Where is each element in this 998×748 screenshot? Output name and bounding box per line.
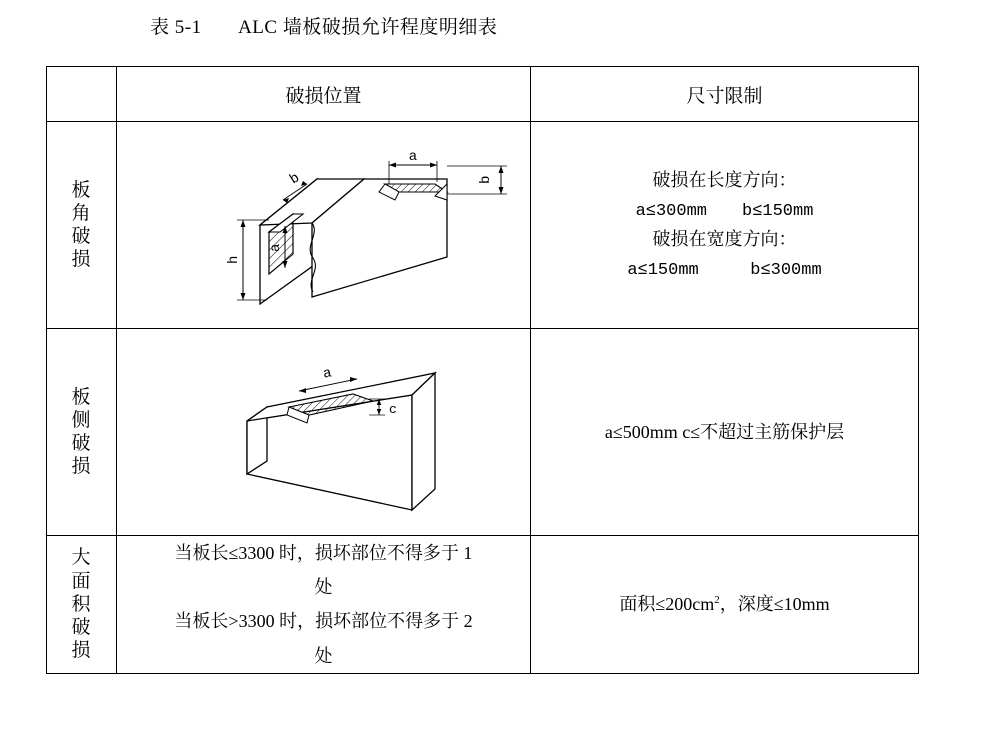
cell-side-damage-limits	[531, 329, 919, 536]
header-cell-limit: 尺寸限制	[531, 67, 919, 122]
row-label-corner-damage	[47, 122, 117, 329]
limit-text-block-area	[531, 590, 918, 619]
limit-line: 破损在长度方向：	[652, 170, 797, 191]
row-label-char: 积	[71, 593, 92, 615]
svg-text:h: h	[226, 255, 242, 264]
row-label-char: 破	[71, 226, 92, 247]
svg-text:b: b	[478, 175, 494, 184]
svg-text:a: a	[321, 365, 334, 383]
table-row	[47, 536, 919, 674]
svg-text:c: c	[389, 402, 397, 417]
panel-side-damage-diagram	[117, 329, 531, 533]
caption-title: ALC 墙板破损允许程度明细表	[238, 17, 498, 38]
row-label-char: 板	[71, 179, 92, 201]
limit-value-a: a≤300mm	[635, 201, 707, 221]
row-label-large-area-damage	[47, 536, 117, 674]
cell-side-damage-diagram	[117, 329, 531, 536]
condition-line: 当板长>3300 时，损坏部位不得多于 2	[174, 611, 473, 632]
cell-corner-damage-diagram	[117, 122, 531, 329]
alc-damage-table	[46, 66, 919, 674]
condition-line: 当板长≤3300 时，损坏部位不得多于 1	[174, 543, 473, 563]
row-label-char: 大	[71, 547, 92, 569]
table-caption	[150, 12, 497, 39]
table-header-row	[47, 67, 919, 122]
row-label-char: 板	[71, 386, 92, 408]
limit-value-b: b≤150mm	[742, 201, 814, 221]
row-label-side-damage	[47, 329, 117, 536]
table-row	[47, 329, 919, 536]
table-row	[47, 122, 919, 329]
limit-line: a≤500mm c≤不超过主筋保护层	[604, 421, 845, 442]
limit-line-group	[531, 590, 918, 619]
svg-text:a: a	[408, 149, 418, 165]
limit-text-block-corner	[531, 166, 918, 284]
row-label-char: 损	[71, 249, 92, 271]
limit-line-group	[531, 254, 918, 284]
limit-value-b2: b≤300mm	[750, 260, 822, 280]
limit-line: 破损在宽度方向：	[652, 229, 797, 249]
cell-large-area-conditions	[117, 536, 531, 674]
row-label-char: 破	[71, 616, 92, 638]
cell-corner-damage-limits	[531, 122, 919, 329]
svg-text:a: a	[268, 243, 284, 252]
condition-line-cont: 处	[314, 577, 333, 598]
limit-text-block-side	[531, 418, 918, 447]
cell-large-area-limits	[531, 536, 919, 674]
caption-number: 表 5-1	[150, 17, 202, 38]
row-label-char: 损	[71, 640, 92, 662]
row-label-char: 破	[71, 433, 92, 454]
row-label-char: 损	[71, 456, 92, 478]
header-cell-position: 破损位置	[117, 67, 531, 122]
limit-value-a2: a≤150mm	[627, 260, 699, 280]
svg-text:b: b	[287, 170, 303, 189]
limit-area-exponent: 2	[714, 593, 720, 606]
panel-corner-damage-diagram	[117, 122, 531, 326]
condition-line-cont: 处	[314, 645, 333, 666]
limit-area-value: 面积≤200cm	[619, 593, 715, 614]
row-label-char: 角	[71, 202, 92, 224]
row-label-char: 面	[71, 570, 92, 592]
header-cell-blank	[47, 67, 117, 122]
limit-depth-value: ，深度≤10mm	[719, 593, 830, 614]
limit-line-group	[531, 195, 918, 225]
row-label-char: 侧	[71, 409, 92, 431]
